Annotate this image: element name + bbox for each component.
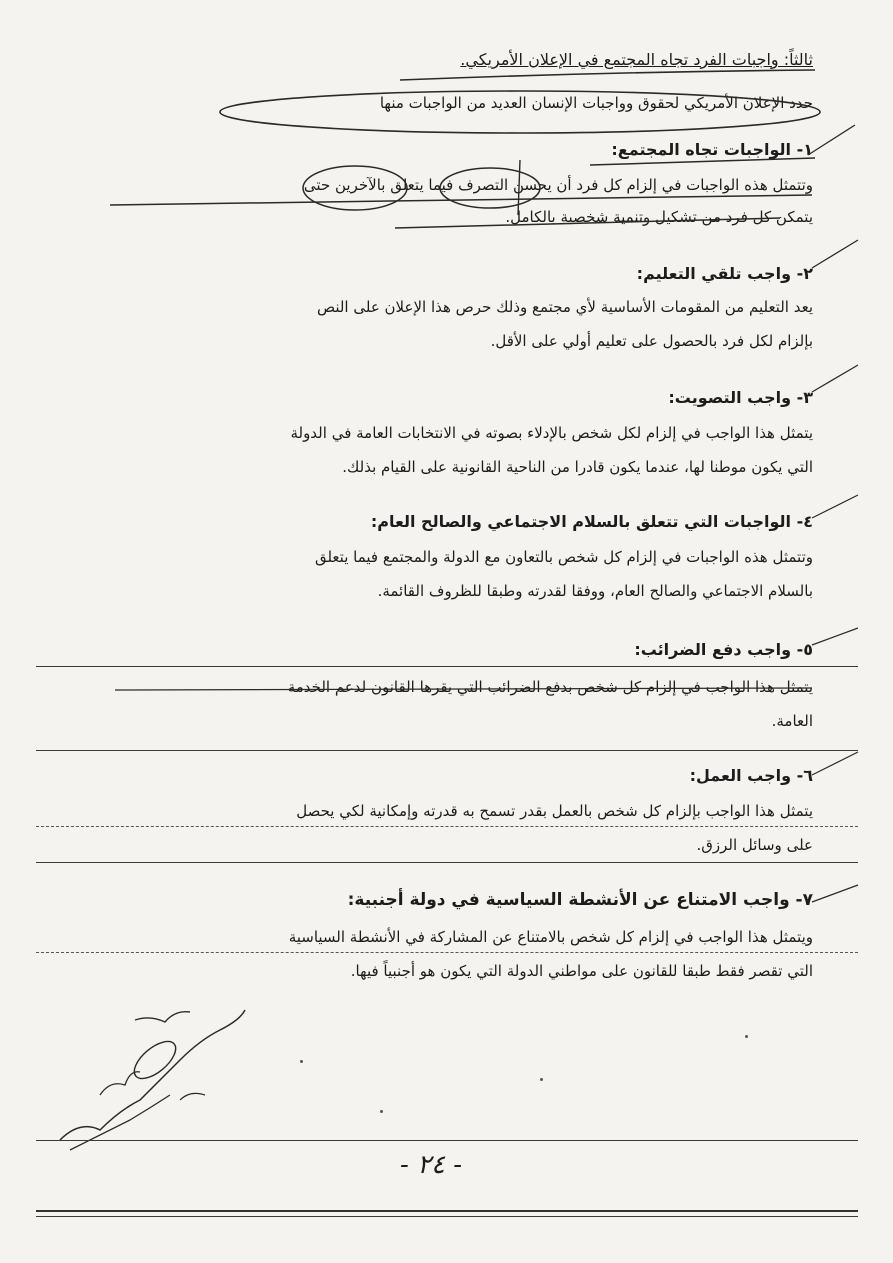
section-6-title: ٦- واجب العمل: [689, 766, 813, 785]
section-7-line-1: ويتمثل هذا الواجب في إلزام كل شخص بالامتناع عن المشاركة في الأنشطة السياسية [288, 928, 813, 946]
speck [745, 1035, 748, 1038]
section-1-title: ١- الواجبات تجاه المجتمع: [611, 140, 813, 159]
section-5-title: ٥- واجب دفع الضرائب: [634, 640, 813, 659]
section-1-line-1: وتتمثل هذه الواجبات في إلزام كل فرد أن يحسن التصرف فيما يتعلق بالآخرين حتى [303, 176, 813, 194]
section-5-line-2: العامة. [771, 712, 813, 730]
section-3-line-1: يتمثل هذا الواجب في إلزام لكل شخص بالإدلاء بصوته في الانتخابات العامة في الدولة [290, 424, 813, 442]
handwritten-signature [40, 1000, 260, 1160]
footer-rule-thin [36, 1216, 858, 1217]
section-3-title: ٣- واجب التصويت: [668, 388, 813, 407]
section-6-line-2: على وسائل الرزق. [696, 836, 813, 854]
page-number: - ٢٤ - [400, 1150, 463, 1180]
page-heading: ثالثاً: واجبات الفرد تجاه المجتمع في الإعلان الأمريكي. [460, 50, 813, 69]
section-6-line-1: يتمثل هذا الواجب بإلزام كل شخص بالعمل بقدر تسمح به قدرته وإمكانية لكي يحصل [296, 802, 813, 820]
speck [380, 1110, 383, 1113]
footer-rule [36, 1210, 858, 1212]
section-1-line-2: يتمكن كل فرد من تشكيل وتنمية شخصية بالكامل. [505, 208, 813, 226]
speck [540, 1078, 543, 1081]
section-2-title: ٢- واجب تلقي التعليم: [636, 264, 813, 283]
section-4-title: ٤- الواجبات التي تتعلق بالسلام الاجتماعي والصالح العام: [370, 512, 813, 531]
section-4-line-2: بالسلام الاجتماعي والصالح العام، ووفقا لقدرته وطبقا للظروف القائمة. [377, 582, 813, 600]
section-7-line-2: التي تقصر فقط طبقا للقانون على مواطني الدولة التي يكون هو أجنبياً فيها. [350, 962, 813, 980]
section-5-line-1: يتمثل هذا الواجب في إلزام كل شخص بدفع الضرائب التي يقرها القانون لدعم الخدمة [287, 678, 813, 696]
intro-text: حدد الإعلان الأمريكي لحقوق وواجبات الإنسان العديد من الواجبات منها [379, 94, 813, 112]
section-4-line-1: وتتمثل هذه الواجبات في إلزام كل شخص بالتعاون مع الدولة والمجتمع فيما يتعلق [314, 548, 813, 566]
section-3-line-2: التي يكون موطنا لها، عندما يكون قادرا من الناحية القانونية على القيام بذلك. [342, 458, 813, 476]
section-7-title: ٧- واجب الامتناع عن الأنشطة السياسية في دولة أجنبية: [347, 890, 813, 910]
section-2-line-1: يعد التعليم من المقومات الأساسية لأي مجتمع وذلك حرص هذا الإعلان على النص [316, 298, 813, 316]
section-2-line-2: بإلزام لكل فرد بالحصول على تعليم أولي على الأقل. [490, 332, 813, 350]
dashed-ruled-line [36, 952, 858, 953]
ruled-line [36, 1140, 858, 1141]
speck [300, 1060, 303, 1063]
